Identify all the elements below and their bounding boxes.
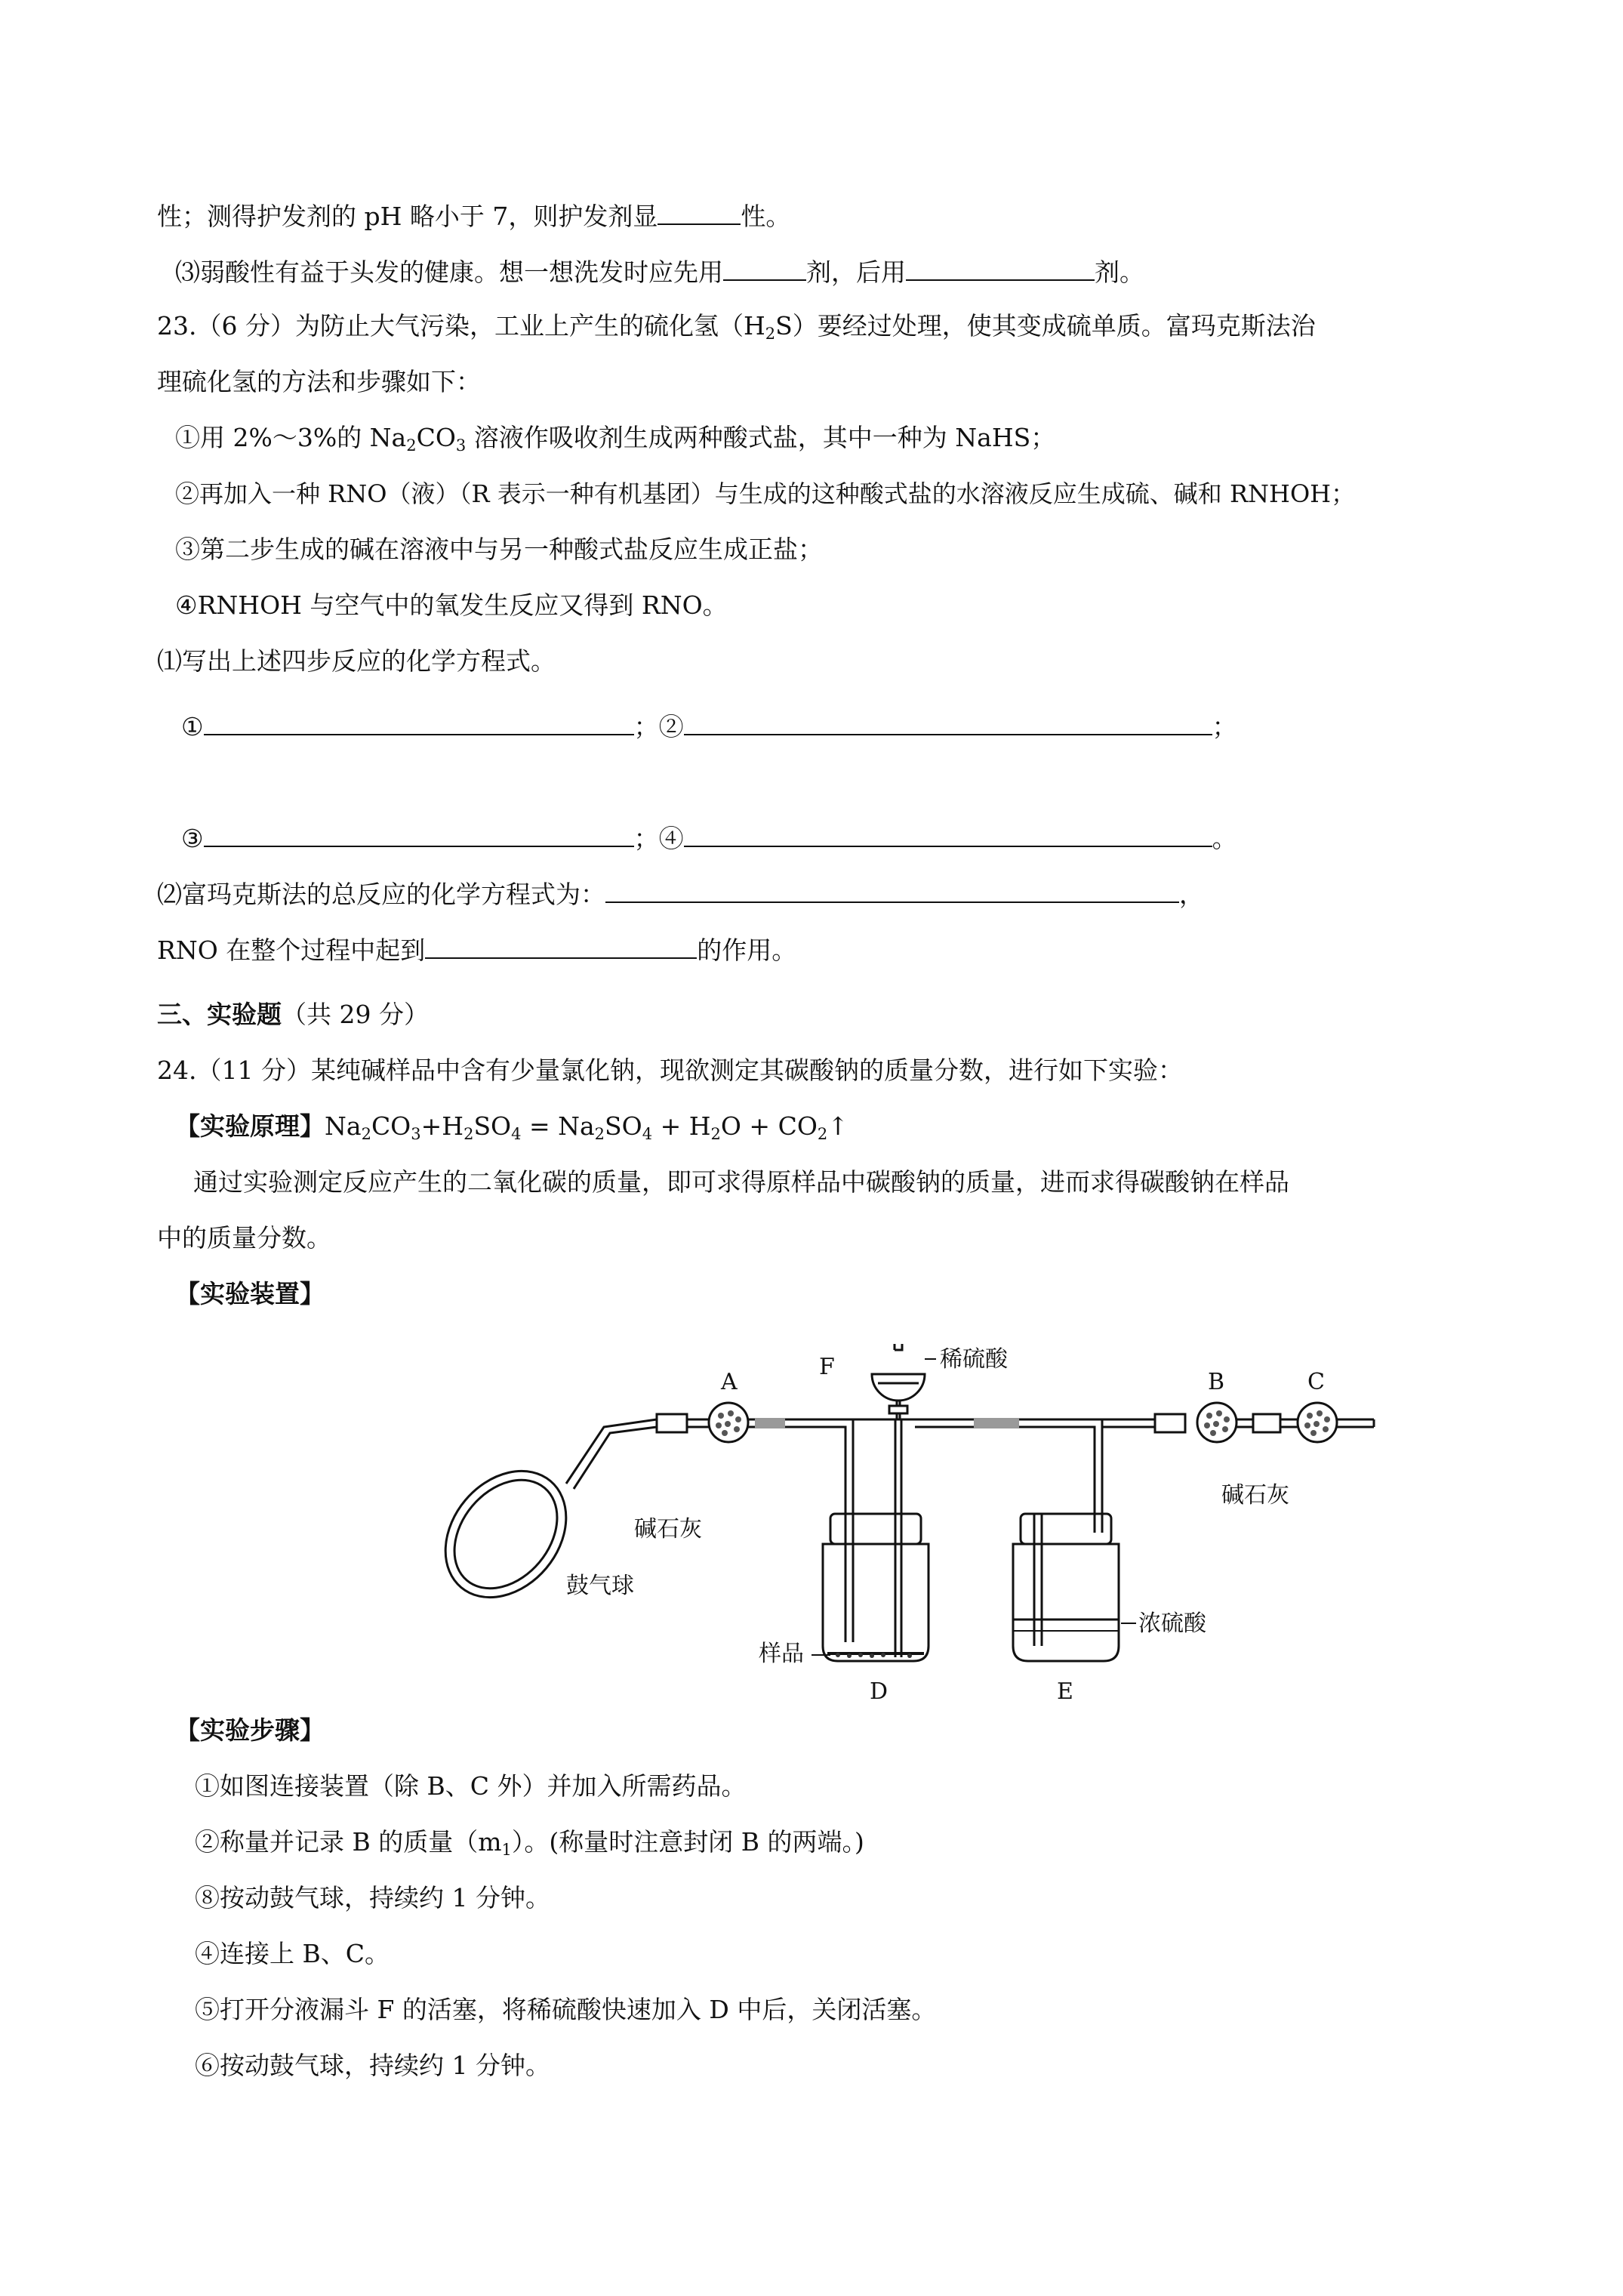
q24-step3: ⑧按动鼓气球，持续约 1 分钟。 <box>195 1883 550 1912</box>
q22-line1: 性；测得护发剂的 pH 略小于 7，则护发剂显 性。 <box>157 198 790 233</box>
experiment-apparatus-diagram <box>453 1344 1404 1705</box>
q23-eq-row2: ③ ；④ 。 <box>181 820 1237 855</box>
q23-eq-row1: ① ；② ； <box>181 708 1237 744</box>
q24-step4: ④连接上 B、C。 <box>195 1939 390 1968</box>
q24-para2: 中的质量分数。 <box>157 1223 331 1253</box>
q24-step6: ⑥按动鼓气球，持续约 1 分钟。 <box>195 2051 550 2080</box>
equation-blank-2[interactable] <box>684 708 1212 735</box>
q24-intro: 24.（11 分）某纯碱样品中含有少量氯化钠，现欲测定其碳酸钠的质量分数，进行如下实验： <box>157 1056 1183 1085</box>
q23-intro-line2: 理硫化氢的方法和步骤如下： <box>157 367 481 396</box>
q23-intro-line1: 23.（6 分）为防止大气污染，工业上产生的硫化氢$(H_2S)$要经过处理，使其变成硫单质。富玛克斯法治 <box>157 311 1316 343</box>
label-dilute-acid: 稀硫酸 <box>940 1346 1008 1373</box>
drying-tube-c <box>1298 1403 1337 1442</box>
label-conc-acid: 浓硫酸 <box>1138 1610 1206 1637</box>
label-d: D <box>870 1678 888 1705</box>
label-c: C <box>1307 1369 1325 1395</box>
q22-line2: ⑶弱酸性有益于头发的健康。想一想洗发时应先用 剂，后用 剂。 <box>175 254 1144 289</box>
equation-blank-3[interactable] <box>204 820 634 847</box>
drying-tube-b <box>1197 1403 1236 1442</box>
q24-principle: 【实验原理】$Na_2CO_3+H_2SO_4 = Na_2SO_4 + H_2O$ + $CO_2↑$ <box>175 1111 848 1143</box>
q23-step1: ①用 2%～3%的 $Na_2CO_3$ 溶液作吸收剂生成两种酸式盐，其中一种为 NaHS； <box>175 423 1056 455</box>
q24-step2: ②称量并记录 B 的质量$(m_1)$。(称量时注意封闭 B 的两端。) <box>195 1827 864 1859</box>
q23-step4: ④RNHOH 与空气中的氧发生反应又得到 RNO。 <box>175 590 728 620</box>
equation-blank-1[interactable] <box>204 708 634 735</box>
drying-tube-a <box>709 1403 748 1442</box>
total-equation-blank[interactable] <box>605 876 1179 903</box>
q24-apparatus-label: 【实验装置】 <box>175 1279 325 1308</box>
q23-step2: ②再加入一种 RNO（液）（R 表示一种有机基团）与生成的这种酸式盐的水溶液反应生成硫、碱和 RNHOH； <box>175 479 1356 508</box>
q23-step3: ③第二步生成的碱在溶液中与另一种酸式盐反应生成正盐； <box>175 535 823 564</box>
label-f: F <box>819 1354 835 1380</box>
q24-step1: ①如图连接装置（除 B、C 外）并加入所需药品。 <box>195 1771 747 1801</box>
section-3-heading: 三、实验题（共 29 分） <box>157 1000 429 1029</box>
q24-para1: 通过实验测定反应产生的二氧化碳的质量，即可求得原样品中碳酸钠的质量，进而求得碳酸钠在样品 <box>193 1167 1289 1197</box>
label-b: B <box>1208 1369 1225 1395</box>
equation-blank-4[interactable] <box>684 820 1212 847</box>
bottle-e <box>1013 1514 1119 1661</box>
answer-blank[interactable] <box>658 198 741 225</box>
label-soda-lime-1: 碱石灰 <box>634 1516 702 1542</box>
label-e: E <box>1057 1678 1073 1705</box>
answer-blank[interactable] <box>906 254 1095 281</box>
q24-steps-label: 【实验步骤】 <box>175 1715 325 1745</box>
label-sample: 样品 <box>759 1641 804 1667</box>
q23-sub1: ⑴写出上述四步反应的化学方程式。 <box>157 646 556 676</box>
q24-step5: ⑤打开分液漏斗 F 的活塞，将稀硫酸快速加入 D 中后，关闭活塞。 <box>195 1995 937 2024</box>
role-blank[interactable] <box>425 932 697 959</box>
label-bulb: 鼓气球 <box>566 1573 634 1599</box>
bottle-d <box>823 1514 929 1661</box>
label-soda-lime-2: 碱石灰 <box>1221 1482 1289 1509</box>
q23-sub2-line2: RNO 在整个过程中起到 的作用。 <box>157 932 796 967</box>
label-a: A <box>721 1369 738 1395</box>
answer-blank[interactable] <box>723 254 806 281</box>
q23-sub2: ⑵富玛克斯法的总反应的化学方程式为： ， <box>157 876 1204 911</box>
reaction-equation: $Na_2CO_3+H_2SO_4 = Na_2SO_4 + H_2O$ + $CO_2↑$ <box>325 1111 848 1143</box>
